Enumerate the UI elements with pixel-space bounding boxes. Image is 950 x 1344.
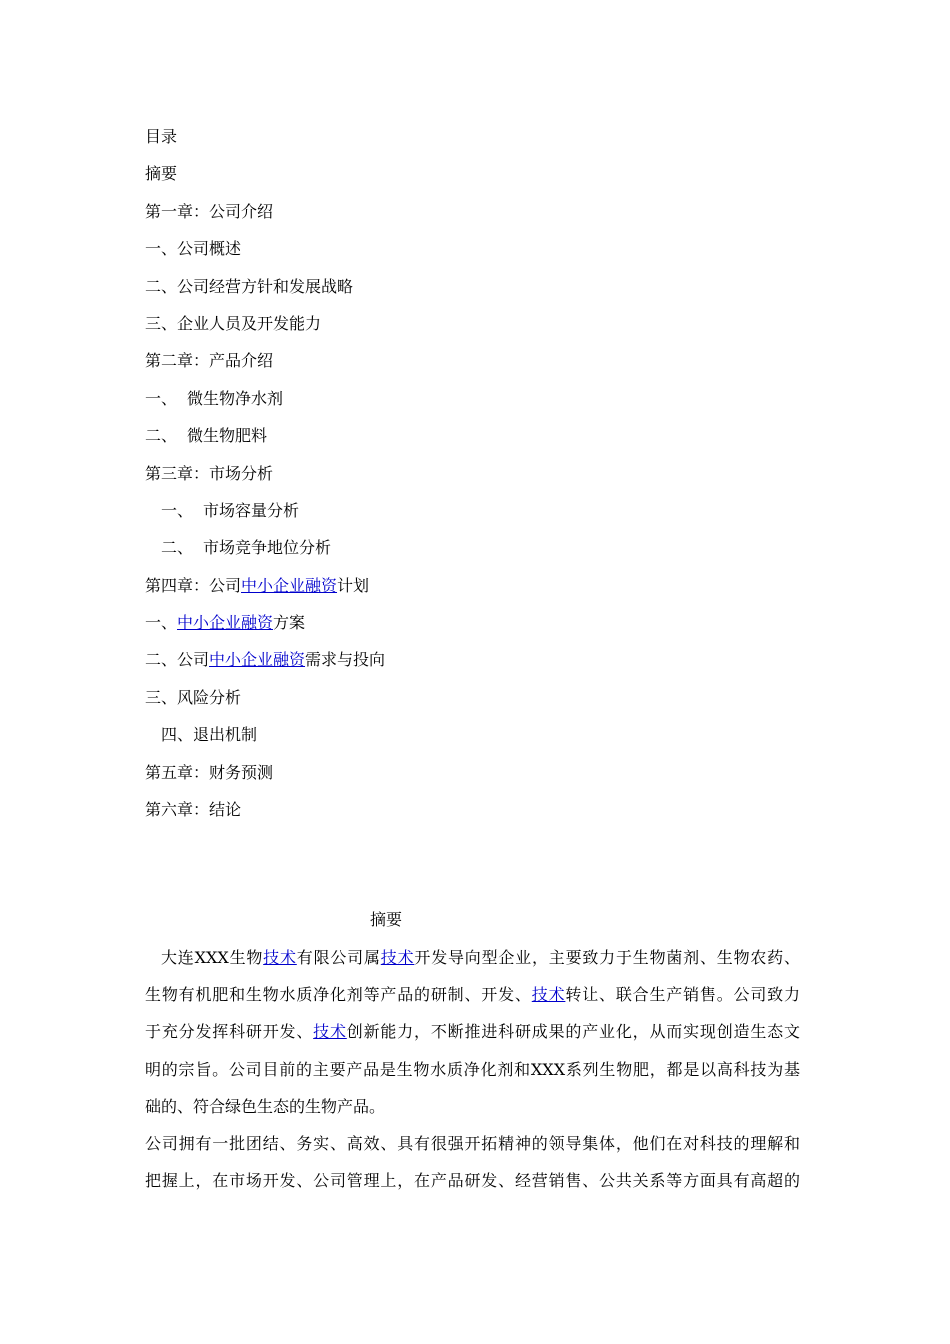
toc-text: 二、公司: [145, 650, 210, 670]
text-run: 生物有机肥和生物水质净化剂等产品的研制、开发、: [145, 985, 532, 1005]
abstract-line: 础的、符合绿色生态的生物产品。: [145, 1096, 386, 1116]
toc-item-3-1: [145, 498, 805, 535]
toc-item-text: 微生物肥料: [187, 426, 268, 446]
toc-item-1-1: 一、公司概述: [145, 239, 242, 259]
toc-item-4-3: 三、风险分析: [145, 687, 242, 707]
abstract-line: [145, 944, 800, 981]
toc-item-number: 一、: [145, 388, 178, 408]
toc-item-3-2: [145, 535, 805, 572]
toc-item-abstract: 摘要: [145, 164, 178, 184]
technology-link[interactable]: 技术: [531, 985, 566, 1005]
toc-text: 第四章：公司: [145, 575, 242, 595]
toc-item-text: 微生物净水剂: [187, 388, 284, 408]
toc-item-number: 二、: [145, 426, 178, 446]
abstract-line: [145, 981, 800, 1018]
abstract-title: 摘要: [370, 910, 403, 929]
text-run: 创新能力，不断推进科研成果的产业化，从而实现创造生态文: [346, 1022, 800, 1042]
toc-text: 一、: [145, 613, 178, 633]
abstract-body: [145, 944, 800, 1204]
toc-text: 需求与投向: [305, 650, 386, 670]
text-run: 有限公司属: [296, 948, 381, 967]
toc-item-text: 市场容量分析: [203, 500, 300, 520]
financing-link[interactable]: 中小企业融资: [209, 650, 306, 670]
text-run: 大连XXX生物: [161, 948, 264, 967]
toc-text: 计划: [337, 575, 370, 595]
abstract-line: 公司拥有一批团结、务实、高效、具有很强开拓精神的领导集体，他们在对科技的理解和: [145, 1133, 800, 1153]
toc-chapter-4: [145, 573, 805, 610]
toc-chapter-2: 第二章：产品介绍: [145, 351, 274, 371]
toc-item-1-2: 二、公司经营方针和发展战略: [145, 276, 354, 296]
abstract-line: 明的宗旨。公司目前的主要产品是生物水质净化剂和XXX系列生物肥，都是以高科技为基: [145, 1059, 800, 1079]
toc-item-number: 二、: [161, 538, 194, 558]
toc-text: 方案: [273, 613, 306, 633]
abstract-line: [145, 1018, 800, 1055]
toc-heading: 目录: [145, 127, 178, 146]
toc-item-text: 市场竞争地位分析: [203, 538, 332, 558]
toc-chapter-5: 第五章：财务预测: [145, 762, 274, 782]
toc-chapter-6: 第六章：结论: [145, 800, 242, 820]
abstract-line: 把握上，在市场开发、公司管理上，在产品研发、经营销售、公共关系等方面具有高超的: [145, 1171, 800, 1191]
toc-item-4-4: 四、退出机制: [161, 725, 258, 745]
toc-item-4-1: [145, 610, 805, 647]
text-run: 开发导向型企业，主要致力于生物菌剂、生物农药、: [414, 948, 800, 967]
text-run: 转让、联合生产销售。公司致力: [565, 985, 800, 1005]
toc-item-4-2: [145, 647, 805, 684]
toc-chapter-1: 第一章：公司介绍: [145, 201, 274, 221]
toc-item-2-2: [145, 423, 805, 460]
financing-link[interactable]: 中小企业融资: [241, 575, 338, 595]
technology-link[interactable]: 技术: [380, 948, 415, 967]
technology-link[interactable]: 技术: [313, 1022, 347, 1042]
financing-link[interactable]: 中小企业融资: [177, 613, 274, 633]
toc-item-2-1: [145, 386, 805, 423]
table-of-contents: [145, 124, 805, 834]
text-run: 于充分发挥科研开发、: [145, 1022, 314, 1042]
toc-chapter-3: 第三章：市场分析: [145, 463, 274, 483]
toc-item-number: 一、: [161, 500, 194, 520]
toc-item-1-3: 三、企业人员及开发能力: [145, 313, 322, 333]
technology-link[interactable]: 技术: [263, 948, 297, 967]
